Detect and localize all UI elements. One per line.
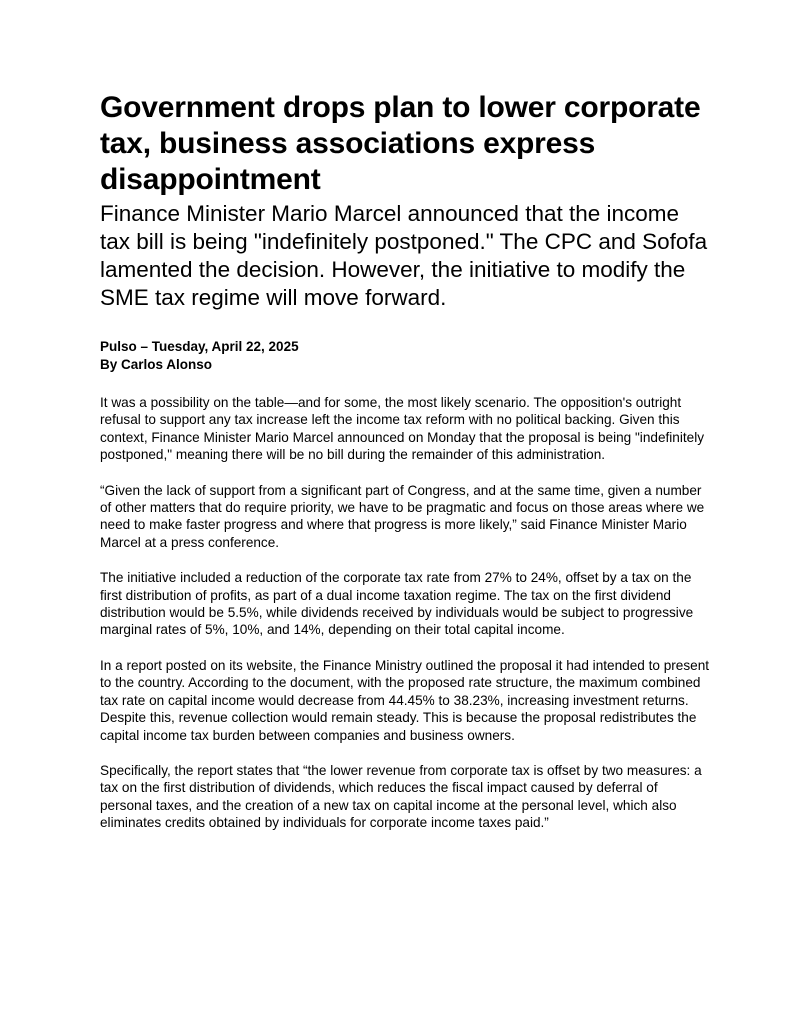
- article-headline: Government drops plan to lower corporate tax, business associations express disappointment: [100, 91, 701, 196]
- article-meta: [100, 338, 710, 374]
- body-paragraph: It was a possibility on the table—and for some, the most likely scenario. The opposition's outright refusal to support any tax increase left the income tax reform with no political backing. Given this context, Finance Minister Mario Marcel announced on Monday that the proposal is being "indefinitely postponed," meaning there will be no bill during the remainder of this administration.: [100, 395, 705, 463]
- body-paragraph: The initiative included a reduction of the corporate tax rate from 27% to 24%, offset by a tax on the first distribution of profits, as part of a dual income taxation regime. The tax on the first dividend distribution would be 5.5%, while dividends received by individuals would be subject to progressive marginal rates of 5%, 10%, and 14%, depending on their total capital income.: [100, 570, 694, 638]
- body-paragraph: Specifically, the report states that “the lower revenue from corporate tax is offset by two measures: a tax on the first distribution of dividends, which reduces the fiscal impact caused by deferral of personal taxes, and the creation of a new tax on capital income at the personal level, which also eliminates credits obtained by individuals for corporate income taxes paid.”: [100, 762, 702, 831]
- article-dateline: Pulso – Tuesday, April 22, 2025: [100, 339, 299, 354]
- body-paragraph: “Given the lack of support from a significant part of Congress, and at the same time, given a number of other matters that do require priority, we have to be pragmatic and focus on those areas where we need to make faster progress and where that progress is more likely,” said Finance Minister Mario Marcel at a press conference.: [100, 482, 705, 550]
- article-byline: By Carlos Alonso: [100, 357, 213, 372]
- body-paragraph: In a report posted on its website, the Finance Ministry outlined the proposal it had intended to present to the country. According to the document, with the proposed rate structure, the maximum combined tax rate on capital income would decrease from 44.45% to 38.23%, increasing investment returns. Despite this, revenue collection would remain steady. This is because the proposal redistributes the capital income tax burden between companies and business owners.: [100, 657, 710, 743]
- article-subheadline: Finance Minister Mario Marcel announced that the income tax bill is being "indefinitely postponed." The CPC and Sofofa lamented the decision. However, the initiative to modify the SME tax regime will move forward.: [100, 201, 708, 310]
- article-body: [100, 394, 710, 832]
- article: [100, 90, 710, 850]
